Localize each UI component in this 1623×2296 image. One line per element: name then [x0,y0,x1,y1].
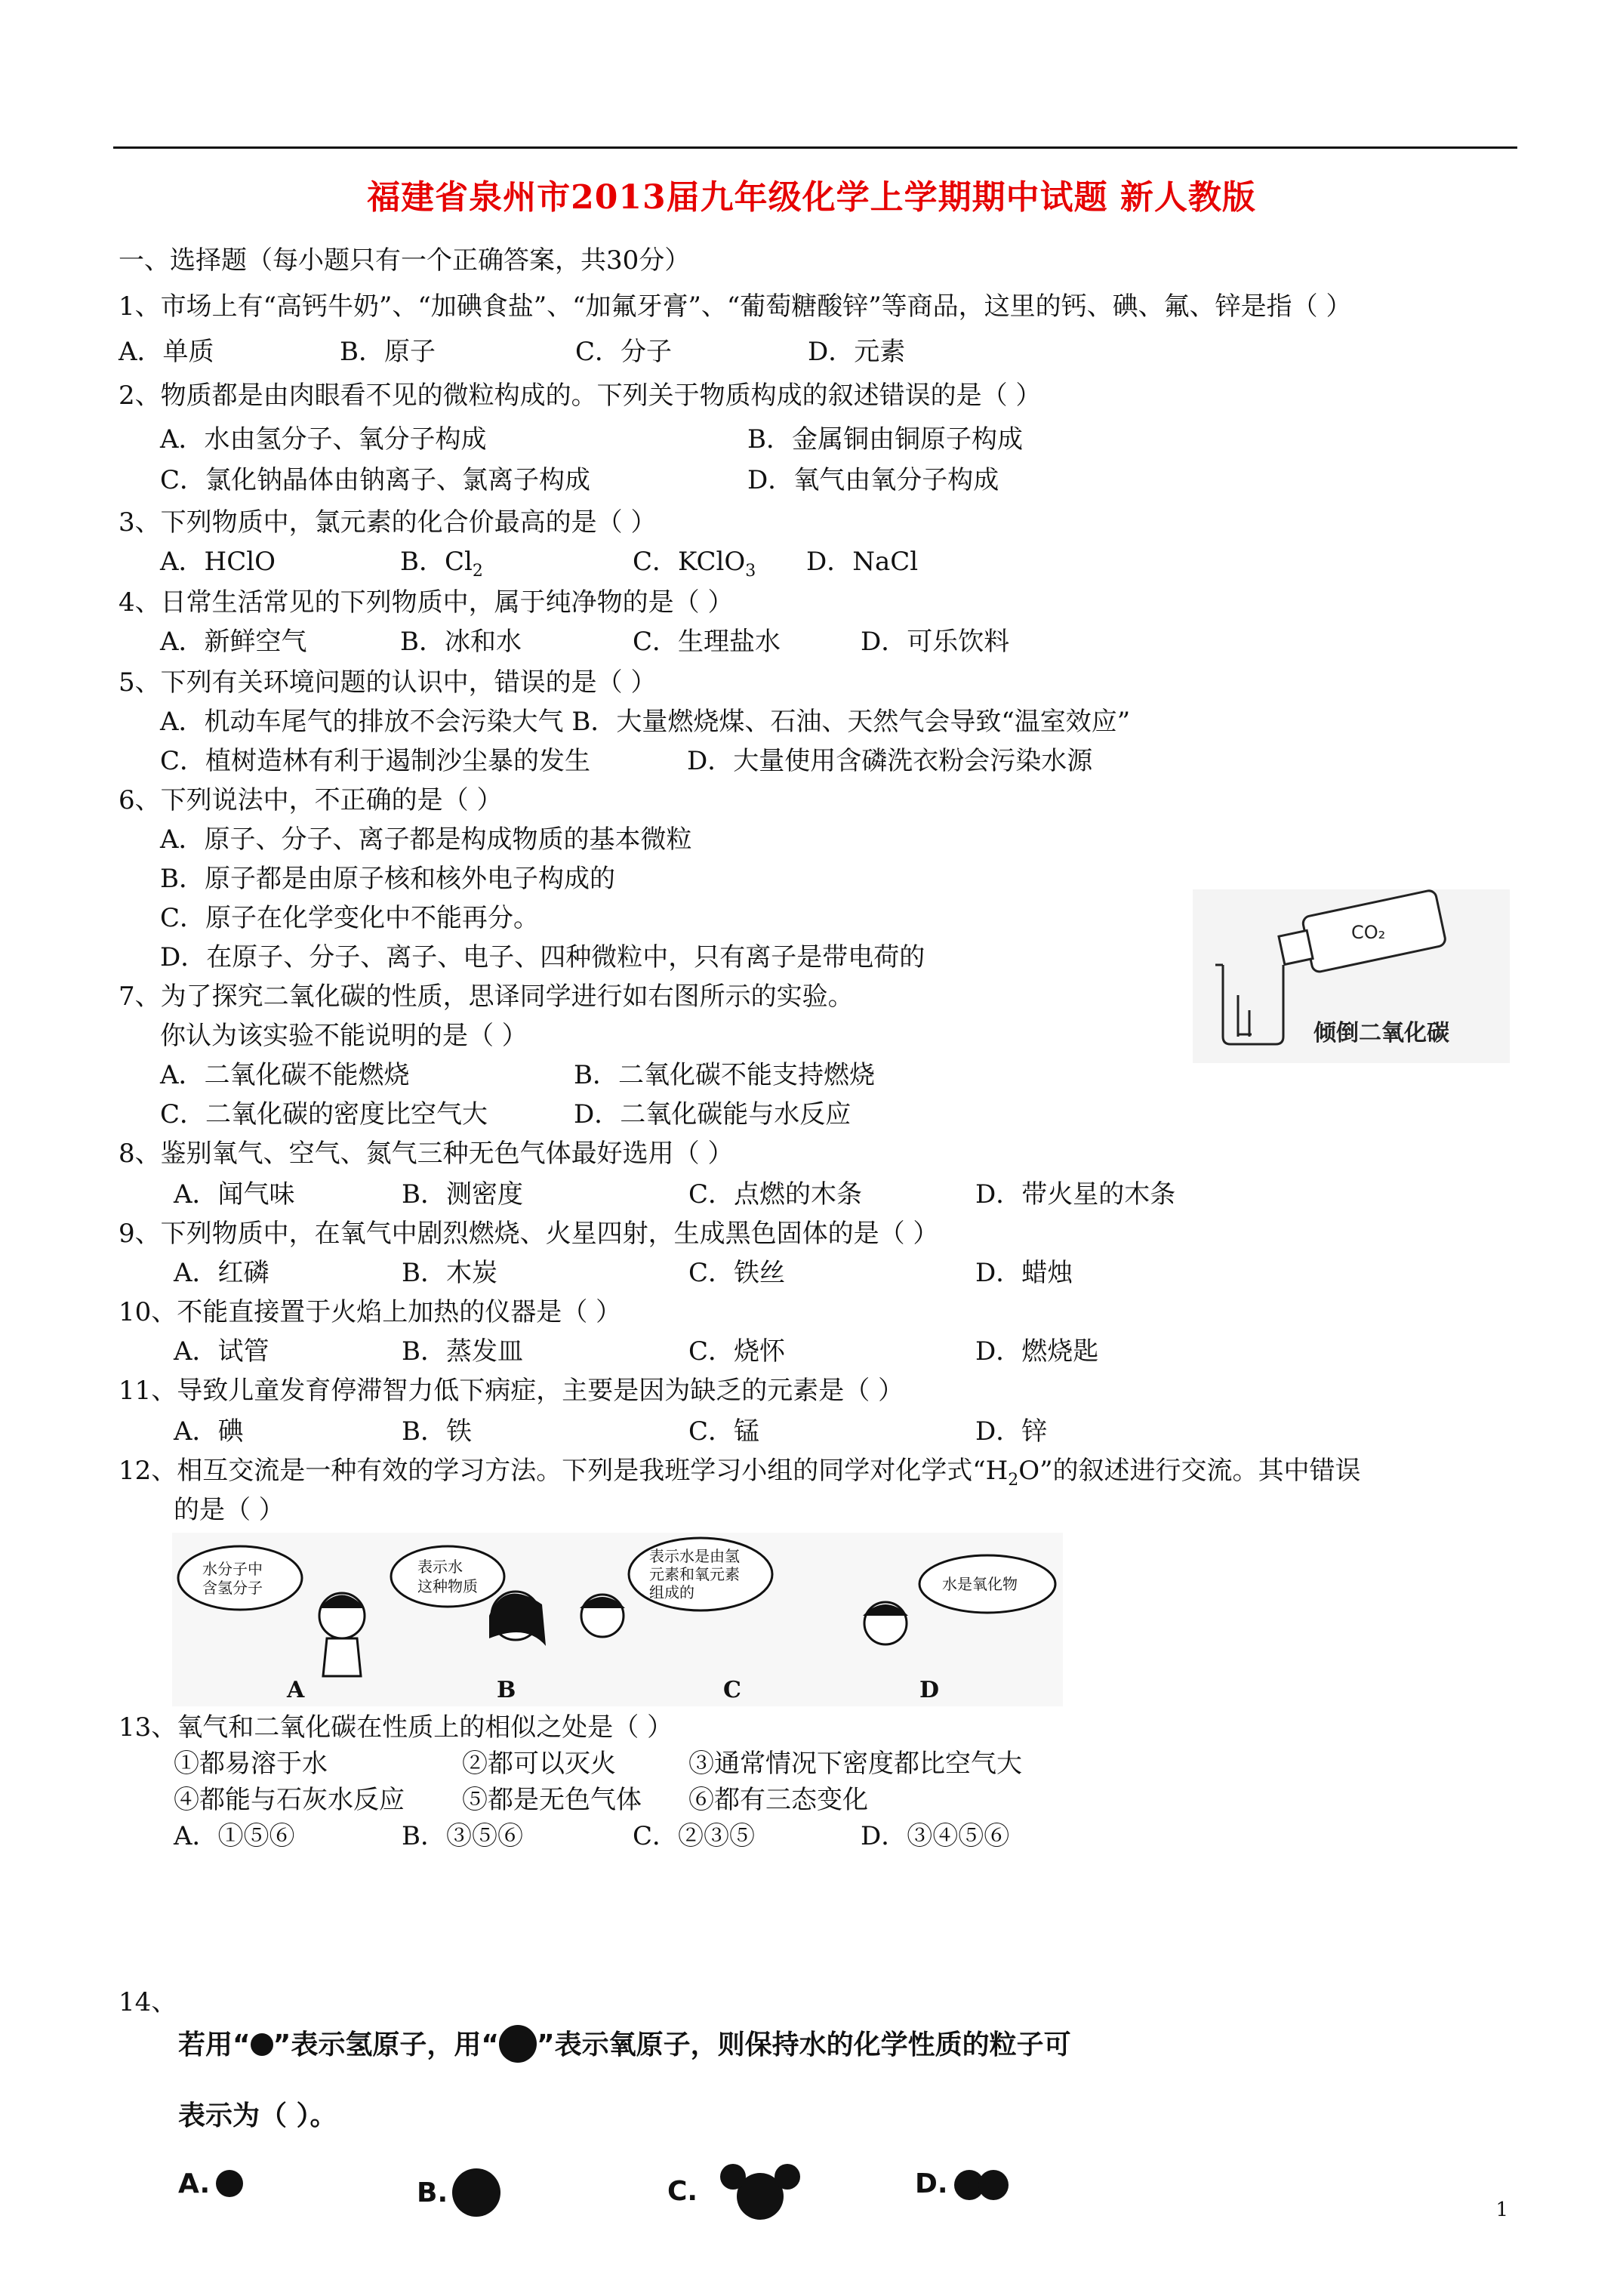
question-5-option-c: C．植树造林有利于遏制沙尘暴的发生 [160,746,591,776]
section-heading: 一、选择题（每小题只有一个正确答案，共30分） [119,245,691,276]
single-hydrogen-icon [216,2170,243,2197]
question-10-option-d: D．燃烧匙 [975,1336,1099,1367]
water-molecule-icon [698,2168,811,2214]
question-4-option-c: C．生理盐水 [633,627,781,657]
header-rule [113,146,1517,149]
question-5-option-ab: A．机动车尾气的排放不会污染大气 B．大量燃烧煤、石油、天然气会导致“温室效应” [160,707,1131,737]
question-3-option-d: D．NaCl [806,547,919,577]
question-12-stem-2: 的是（ ） [174,1495,285,1525]
bubble-d-line1: 水是氧化物 [942,1575,1018,1593]
question-5-stem: 5、下列有关环境问题的认识中，错误的是（ ） [119,667,657,698]
question-8-stem: 8、鉴别氧气、空气、氮气三种无色气体最好选用（ ） [119,1139,734,1169]
question-2-stem: 2、物质都是由肉眼看不见的微粒构成的。下列关于物质构成的叙述错误的是（ ） [119,381,1042,411]
bubble-b-line2: 这种物质 [417,1577,478,1595]
question-1-stem: 1、市场上有“高钙牛奶”、“加碘食盐”、“加氟牙膏”、“葡萄糖酸锌”等商品，这里的钙、碘、氟、锌是指（ ） [119,291,1352,322]
question-9-option-b: B．木炭 [402,1258,497,1288]
bubble-a-line2: 含氢分子 [202,1579,263,1597]
question-7-option-d: D．二氧化碳能与水反应 [574,1099,852,1130]
question-1-option-a: A．单质 [119,337,214,367]
question-14-line-2: 表示为（ ）。 [178,2100,337,2131]
question-13-item-1: ①都易溶于水 [174,1749,328,1779]
question-1-option-b: B．原子 [340,337,436,367]
bottle-label: CO₂ [1351,922,1386,943]
question-11-option-b: B．铁 [402,1416,472,1447]
question-3-option-c: C．KClO$_3$ [633,547,756,581]
question-1-option-c: C．分子 [575,337,673,367]
hydrogen-molecule-icon [954,2168,1015,2199]
bubble-a-line1: 水分子中 [202,1560,263,1578]
question-13-option-b: B．③⑤⑥ [402,1821,523,1851]
question-7-option-b: B．二氧化碳不能支持燃烧 [574,1060,875,1090]
question-13-item-2: ②都可以灭火 [462,1749,616,1779]
question-9-option-d: D．蜡烛 [975,1258,1073,1288]
bubble-c-line1: 表示水是由氢 [649,1547,740,1565]
question-1-option-d: D．元素 [808,337,906,367]
figure-label-a: A [287,1677,305,1703]
question-6-option-a: A．原子、分子、离子都是构成物质的基本微粒 [160,824,692,855]
figure-label-d: D [919,1677,940,1703]
hydrogen-atom-icon [251,2033,273,2056]
question-9-option-c: C．铁丝 [688,1258,786,1288]
question-11-option-d: D．锌 [975,1416,1048,1447]
single-oxygen-icon [452,2168,500,2217]
question-3-option-a: A．HClO [160,547,276,577]
question-7-option-c: C．二氧化碳的密度比空气大 [160,1099,488,1130]
question-14-option-c: C. [667,2168,811,2214]
question-7-stem: 7、为了探究二氧化碳的性质，思译同学进行如右图所示的实验。 [119,982,854,1012]
question-14-option-d: D. [915,2168,1015,2199]
figure-label-b: B [497,1677,516,1703]
question-9-option-a: A．红磷 [174,1258,269,1288]
bubble-c-line2: 元素和氧元素 [649,1565,740,1583]
question-6-option-d: D．在原子、分子、离子、电子、四种微粒中，只有离子是带电荷的 [160,942,925,972]
student-discussion-figure [172,1533,1063,1706]
question-8-option-c: C．点燃的木条 [688,1179,863,1210]
question-12-stem: 12、相互交流是一种有效的学习方法。下列是我班学习小组的同学对化学式“$H_2O$”的叙述进行交流。其中错误 [119,1456,1361,1490]
question-11-option-a: A．碘 [174,1416,244,1447]
question-8-option-b: B．测密度 [402,1179,523,1210]
question-4-stem: 4、日常生活常见的下列物质中，属于纯净物的是（ ） [119,587,734,618]
question-14-number: 14、 [119,1987,177,2017]
question-3-option-b: B．$Cl_2$ [400,547,483,581]
bubble-b-line1: 表示水 [417,1558,463,1576]
oxygen-atom-icon [499,2025,537,2063]
question-2-option-c: C．氯化钠晶体由钠离子、氯离子构成 [160,465,591,495]
question-4-option-d: D．可乐饮料 [861,627,1010,657]
question-6-option-b: B．原子都是由原子核和核外电子构成的 [160,864,615,894]
question-11-stem: 11、导致儿童发育停滞智力低下病症，主要是因为缺乏的元素是（ ） [119,1376,904,1406]
question-2-option-d: D．氧气由氧分子构成 [747,465,999,495]
question-7-option-a: A．二氧化碳不能燃烧 [160,1060,410,1090]
question-14-option-a: A. [178,2168,243,2199]
question-10-stem: 10、不能直接置于火焰上加热的仪器是（ ） [119,1297,622,1327]
question-8-option-d: D．带火星的木条 [975,1179,1176,1210]
question-4-option-a: A．新鲜空气 [160,627,307,657]
figure-label-c: C [723,1677,741,1703]
question-13-option-a: A．①⑤⑥ [174,1821,295,1851]
question-6-option-c: C．原子在化学变化中不能再分。 [160,903,540,933]
question-13-item-3: ③通常情况下密度都比空气大 [688,1749,1022,1779]
question-13-stem: 13、氧气和二氧化碳在性质上的相似之处是（ ） [119,1712,673,1743]
page-title: 福建省泉州市2013届九年级化学上学期期中试题 新人教版 [367,178,1256,217]
question-4-option-b: B．冰和水 [400,627,522,657]
question-10-option-a: A．试管 [174,1336,269,1367]
page-number: 1 [1495,2199,1508,2221]
question-6-stem: 6、下列说法中，不正确的是（ ） [119,785,503,815]
question-5-option-d: D．大量使用含磷洗衣粉会污染水源 [687,746,1093,776]
question-2-option-b: B．金属铜由铜原子构成 [747,424,1023,455]
bubble-c-line3: 组成的 [649,1583,694,1601]
question-3-stem: 3、下列物质中，氯元素的化合价最高的是（ ） [119,507,657,538]
question-7-stem-2: 你认为该实验不能说明的是（ ） [160,1021,528,1051]
question-10-option-b: B．蒸发皿 [402,1336,523,1367]
figure-caption: 倾倒二氧化碳 [1313,1020,1449,1046]
question-8-option-a: A．闻气味 [174,1179,295,1210]
question-13-item-4: ④都能与石灰水反应 [174,1785,405,1815]
question-13-option-c: C．②③⑤ [633,1821,756,1851]
question-13-option-d: D．③④⑤⑥ [861,1821,1010,1851]
co2-pouring-figure [1193,889,1510,1063]
question-13-item-5: ⑤都是无色气体 [462,1785,642,1815]
question-10-option-c: C．烧怀 [688,1336,786,1367]
question-9-stem: 9、下列物质中，在氧气中剧烈燃烧、火星四射，生成黑色固体的是（ ） [119,1219,939,1249]
question-14-line-1: 若用“ ”表示氢原子，用“ ”表示氧原子，则保持水的化学性质的粒子可 [178,2023,1071,2063]
question-14-option-b: B. [417,2168,500,2217]
question-13-item-6: ⑥都有三态变化 [688,1785,868,1815]
question-2-option-a: A．水由氢分子、氧分子构成 [160,424,487,455]
question-11-option-c: C．锰 [688,1416,760,1447]
